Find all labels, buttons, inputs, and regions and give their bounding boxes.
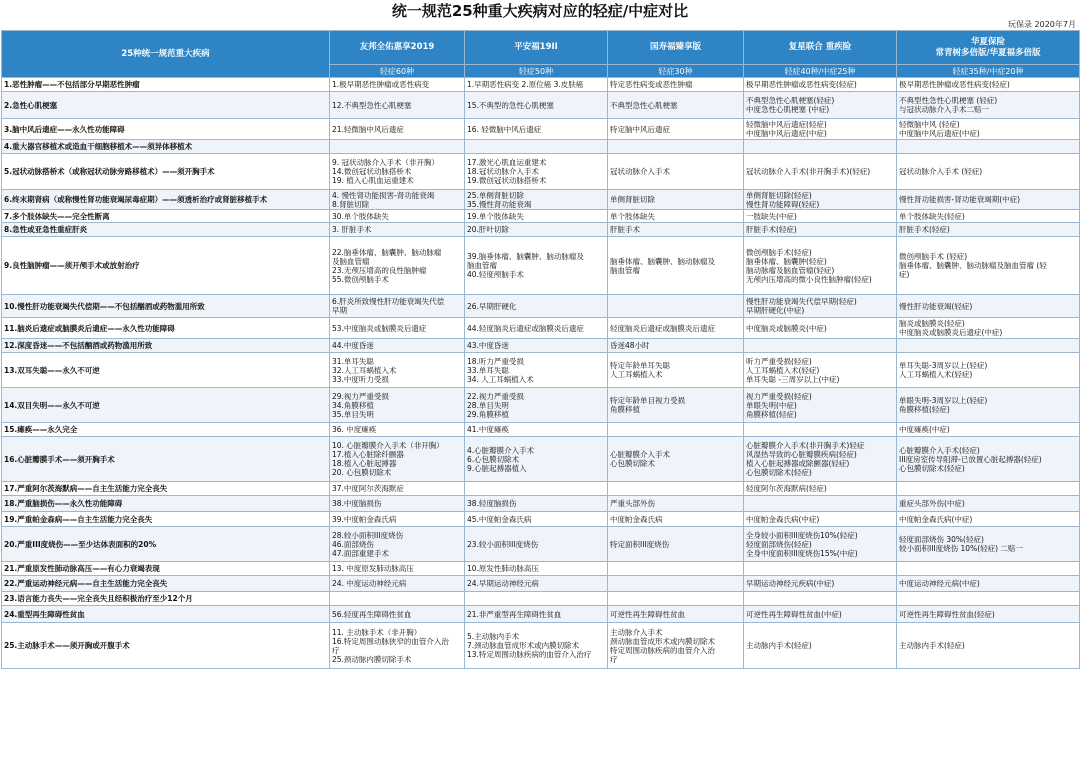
coverage-cell: 严重头部外伤 bbox=[608, 496, 744, 512]
coverage-cell: 轻微脑中风 (轻症) 中度脑中风后遗症(中症) bbox=[897, 119, 1080, 140]
header-row bbox=[2, 31, 1080, 65]
coverage-cell: 肝脏手术 bbox=[608, 223, 744, 237]
product-header: 复星联合 重疾险 bbox=[744, 31, 897, 65]
coverage-cell: 极早期恶性肿瘤或恶性病变(轻症) bbox=[897, 78, 1080, 92]
disease-name-cell: 17.严重阿尔茨海默病——自主生活能力完全丧失 bbox=[2, 482, 330, 496]
coverage-cell: 脑炎或脑膜炎(轻症) 中度脑炎或脑膜炎后遗症(中症) bbox=[897, 318, 1080, 339]
coverage-cell bbox=[608, 423, 744, 437]
disease-name-cell: 8.急性或亚急性重症肝炎 bbox=[2, 223, 330, 237]
coverage-cell: 昏迷48小时 bbox=[608, 339, 744, 353]
coverage-cell: 特定年龄单耳失聪 人工耳蜗植入术 bbox=[608, 353, 744, 388]
coverage-cell: 冠状动脉介入手术 bbox=[608, 154, 744, 190]
coverage-cell bbox=[744, 562, 897, 576]
coverage-cell: 44.中度昏迷 bbox=[330, 339, 465, 353]
table-row bbox=[2, 562, 1080, 576]
coverage-cell bbox=[744, 140, 897, 154]
coverage-cell: 1.早期恶性病变 2.原位癌 3.皮肤癌 bbox=[465, 78, 608, 92]
coverage-cell bbox=[608, 140, 744, 154]
table-row bbox=[2, 623, 1080, 669]
coverage-cell: 微创颅脑手术(轻症) 脑垂体瘤、脑囊肿(轻症) 脑动脉瘤及脑血管瘤(轻症) 无颅内压增高的微小良性脑肿瘤(轻症) bbox=[744, 237, 897, 295]
coverage-cell: 不典型急性心肌梗塞 bbox=[608, 92, 744, 119]
coverage-cell bbox=[465, 482, 608, 496]
coverage-cell: 一肢缺失(中症) bbox=[744, 210, 897, 223]
coverage-cell: 视力严重受损(轻症) 单眼失明(中症) 角膜移植(轻症) bbox=[744, 388, 897, 423]
coverage-cell: 轻度脑炎后遗症或脑膜炎后遗症 bbox=[608, 318, 744, 339]
disease-name-cell: 13.双耳失聪——永久不可逆 bbox=[2, 353, 330, 388]
disease-name-cell: 19.严重帕金森病——自主生活能力完全丧失 bbox=[2, 512, 330, 527]
coverage-cell: 心脏瓣膜介入手术(轻症) III度房室传导阻滞-已放置心脏起搏器(轻症) 心包膜切除术(轻症) bbox=[897, 437, 1080, 482]
coverage-cell bbox=[744, 592, 897, 606]
coverage-cell: 56.轻度再生障碍性贫血 bbox=[330, 606, 465, 623]
coverage-cell: 可逆性再生障碍性贫血(轻症) bbox=[897, 606, 1080, 623]
product-header: 平安福19II bbox=[465, 31, 608, 65]
coverage-cell: 主动脉介入手术 颈动脉血管成形术或内膜切除术 特定周围动脉疾病的血管介入治 疗 bbox=[608, 623, 744, 669]
table-row bbox=[2, 154, 1080, 190]
coverage-cell: 中度脑炎或脑膜炎(中症) bbox=[744, 318, 897, 339]
table-row bbox=[2, 119, 1080, 140]
coverage-cell: 全身较小面积III度烧伤10%(轻症) 轻度面部烧伤(轻症) 全身中度面积III度烧伤15%(中症) bbox=[744, 527, 897, 562]
coverage-cell: 37.中度阿尔茨海默症 bbox=[330, 482, 465, 496]
table-row bbox=[2, 496, 1080, 512]
table-row bbox=[2, 353, 1080, 388]
coverage-cell: 心脏瓣膜介入手术 心包膜切除术 bbox=[608, 437, 744, 482]
coverage-cell: 10.原发性肺动脉高压 bbox=[465, 562, 608, 576]
coverage-cell: 24.早期运动神经元病 bbox=[465, 576, 608, 592]
coverage-cell: 21.非严重型再生障碍性贫血 bbox=[465, 606, 608, 623]
table-row bbox=[2, 512, 1080, 527]
coverage-cell: 早期运动神经元疾病(中症) bbox=[744, 576, 897, 592]
table-row bbox=[2, 190, 1080, 210]
coverage-cell: 单眼失明-3周岁以上(轻症) 角膜移植(轻症) bbox=[897, 388, 1080, 423]
coverage-cell: 慢性肝功能衰竭(轻症) bbox=[897, 295, 1080, 318]
disease-name-cell: 6.终末期肾病（或称慢性肾功能衰竭尿毒症期）——须透析治疗或肾脏移植手术 bbox=[2, 190, 330, 210]
coverage-cell: 中度运动神经元病(中症) bbox=[897, 576, 1080, 592]
coverage-cell: 38.中度脑损伤 bbox=[330, 496, 465, 512]
product-mild-count: 轻症35种/中症20种 bbox=[897, 65, 1080, 78]
table-row bbox=[2, 140, 1080, 154]
table-row bbox=[2, 437, 1080, 482]
coverage-cell: 重症头部外伤(中症) bbox=[897, 496, 1080, 512]
coverage-cell: 22.视力严重受损 28.单目失明 29.角膜移植 bbox=[465, 388, 608, 423]
coverage-cell: 1.极早期恶性肿瘤或恶性病变 bbox=[330, 78, 465, 92]
table-row bbox=[2, 606, 1080, 623]
coverage-cell: 24. 中度运动神经元病 bbox=[330, 576, 465, 592]
table-row bbox=[2, 482, 1080, 496]
coverage-cell bbox=[897, 140, 1080, 154]
coverage-cell: 29.视力严重受损 34.角膜移植 35.单目失明 bbox=[330, 388, 465, 423]
coverage-cell: 中度帕金森氏病 bbox=[608, 512, 744, 527]
disease-name-cell: 1.恶性肿瘤——不包括部分早期恶性肿瘤 bbox=[2, 78, 330, 92]
disease-name-cell: 3.脑中风后遗症——永久性功能障碍 bbox=[2, 119, 330, 140]
disease-name-cell: 4.重大器官移植术或造血干细胞移植术——须异体移植术 bbox=[2, 140, 330, 154]
coverage-cell: 18.听力严重受损 33.单耳失聪 34. 人工耳蜗植入术 bbox=[465, 353, 608, 388]
table-row bbox=[2, 318, 1080, 339]
coverage-cell: 特定恶性病变或恶性肿瘤 bbox=[608, 78, 744, 92]
coverage-cell: 中度帕金森氏病(中症) bbox=[744, 512, 897, 527]
coverage-cell: 26.早期肝硬化 bbox=[465, 295, 608, 318]
coverage-cell: 不典型性急性心肌梗塞 (轻症) 与冠状动脉介入手术二赔一 bbox=[897, 92, 1080, 119]
coverage-cell: 冠状动脉介入手术 (轻症) bbox=[897, 154, 1080, 190]
coverage-cell: 不典型急性心肌梗塞(轻症) 中度急性心肌梗塞 (中症) bbox=[744, 92, 897, 119]
table-row bbox=[2, 295, 1080, 318]
disease-name-cell: 24.重型再生障碍性贫血 bbox=[2, 606, 330, 623]
coverage-cell: 可逆性再生障碍性贫血(中症) bbox=[744, 606, 897, 623]
coverage-cell: 38.轻度脑损伤 bbox=[465, 496, 608, 512]
coverage-cell: 单耳失聪-3周岁以上(轻症) 人工耳蜗植入术(轻症) bbox=[897, 353, 1080, 388]
coverage-cell: 21.轻微脑中风后遗症 bbox=[330, 119, 465, 140]
coverage-cell: 39.脑垂体瘤、脑囊肿、脑动脉瘤及 脑血管瘤 40.轻度颅脑手术 bbox=[465, 237, 608, 295]
coverage-cell: 中度帕金森氏病(中症) bbox=[897, 512, 1080, 527]
table-row bbox=[2, 527, 1080, 562]
coverage-cell: 特定年龄单目视力受损 角膜移植 bbox=[608, 388, 744, 423]
coverage-cell: 53.中度脑炎或脑膜炎后遗症 bbox=[330, 318, 465, 339]
coverage-cell: 轻度面部烧伤 30%(轻症) 较小面积III度烧伤 10%(轻症) 二赔一 bbox=[897, 527, 1080, 562]
product-header: 国寿福臻享版 bbox=[608, 31, 744, 65]
coverage-cell: 主动脉内手术(轻症) bbox=[744, 623, 897, 669]
coverage-cell: 25.单侧肾脏切除 35.慢性肾功能衰竭 bbox=[465, 190, 608, 210]
coverage-cell: 39.中度帕金森氏病 bbox=[330, 512, 465, 527]
coverage-cell bbox=[608, 576, 744, 592]
coverage-cell: 轻微脑中风后遗症(轻症) 中度脑中风后遗症(中症) bbox=[744, 119, 897, 140]
coverage-cell: 特定面积III度烧伤 bbox=[608, 527, 744, 562]
coverage-cell bbox=[897, 482, 1080, 496]
coverage-cell: 单侧肾脏切除 bbox=[608, 190, 744, 210]
disease-name-cell: 9.良性脑肿瘤——须开颅手术或放射治疗 bbox=[2, 237, 330, 295]
coverage-cell: 10. 心脏瓣膜介入手术（非开胸） 17.植入心脏除纤颤器 18.植入心脏起搏器 20. 心包膜切除术 bbox=[330, 437, 465, 482]
coverage-cell bbox=[608, 592, 744, 606]
coverage-cell: 12.不典型急性心肌梗塞 bbox=[330, 92, 465, 119]
coverage-cell bbox=[608, 562, 744, 576]
coverage-cell: 轻度阿尔茨海默病(轻症) bbox=[744, 482, 897, 496]
table-row bbox=[2, 78, 1080, 92]
disease-name-cell: 5.冠状动脉搭桥术（或称冠状动脉旁路移植术）——须开胸手术 bbox=[2, 154, 330, 190]
coverage-cell bbox=[744, 339, 897, 353]
coverage-cell bbox=[744, 423, 897, 437]
disease-name-cell: 23.语言能力丧失——完全丧失且经积极治疗至少12个月 bbox=[2, 592, 330, 606]
product-mild-count: 轻症50种 bbox=[465, 65, 608, 78]
coverage-cell: 41.中度瘫痪 bbox=[465, 423, 608, 437]
coverage-cell: 心脏瓣膜介入手术(非开胸手术)轻症 风湿热导致的心脏瓣膜疾病(轻症) 植入心脏起搏器或除颤器(轻症) 心包膜切除术(轻症) bbox=[744, 437, 897, 482]
table-row bbox=[2, 210, 1080, 223]
coverage-cell: 极早期恶性肿瘤或恶性病变(轻症) bbox=[744, 78, 897, 92]
disease-name-cell: 12.深度昏迷——不包括酗酒或药物滥用所致 bbox=[2, 339, 330, 353]
coverage-cell: 31.单耳失聪 32.人工耳蜗植入术 33.中度听力受损 bbox=[330, 353, 465, 388]
coverage-cell: 11. 主动脉手术（非开胸） 16.特定周围动脉狭窄的血管介入治 疗 25.颈动脉内膜切除手术 bbox=[330, 623, 465, 669]
coverage-cell: 单个肢体缺失(轻症) bbox=[897, 210, 1080, 223]
disease-name-cell: 20.严重III度烧伤——至少达体表面积的20% bbox=[2, 527, 330, 562]
disease-column-header: 25种统一规范重大疾病 bbox=[2, 31, 330, 78]
coverage-cell bbox=[897, 339, 1080, 353]
disease-name-cell: 10.慢性肝功能衰竭失代偿期——不包括酗酒或药物滥用所致 bbox=[2, 295, 330, 318]
coverage-cell: 脑垂体瘤、脑囊肿、脑动脉瘤及 脑血管瘤 bbox=[608, 237, 744, 295]
product-header: 友邦全佑惠享2019 bbox=[330, 31, 465, 65]
coverage-cell: 5.主动脉内手术 7.颈动脉血管成形术或内膜切除术 13.特定周围动脉疾病的血管介入治疗 bbox=[465, 623, 608, 669]
table-row bbox=[2, 92, 1080, 119]
coverage-cell: 6.肝炎所致慢性肝功能衰竭失代偿 早期 bbox=[330, 295, 465, 318]
coverage-cell bbox=[897, 562, 1080, 576]
coverage-cell: 4. 慢性肾功能损害-肾功能衰竭 8.肾脏切除 bbox=[330, 190, 465, 210]
coverage-cell: 中度瘫痪(中症) bbox=[897, 423, 1080, 437]
coverage-cell: 4.心脏瓣膜介入手术 6.心包膜切除术 9.心脏起搏器植入 bbox=[465, 437, 608, 482]
table-row bbox=[2, 223, 1080, 237]
table-row bbox=[2, 388, 1080, 423]
disease-name-cell: 2.急性心肌梗塞 bbox=[2, 92, 330, 119]
table-row bbox=[2, 576, 1080, 592]
coverage-cell: 可逆性再生障碍性贫血 bbox=[608, 606, 744, 623]
disease-name-cell: 21.严重原发性肺动脉高压——有心力衰竭表现 bbox=[2, 562, 330, 576]
coverage-cell bbox=[608, 295, 744, 318]
product-header: 华夏保险 常青树多倍版/华夏福多倍版 bbox=[897, 31, 1080, 65]
coverage-cell: 13. 中度原发肺动脉高压 bbox=[330, 562, 465, 576]
coverage-cell: 单个肢体缺失 bbox=[608, 210, 744, 223]
coverage-cell: 微创颅脑手术 (轻症) 脑垂体瘤、脑囊肿、脑动脉瘤及脑血管瘤 (轻 症) bbox=[897, 237, 1080, 295]
table-row bbox=[2, 339, 1080, 353]
coverage-cell: 30.单个肢体缺失 bbox=[330, 210, 465, 223]
coverage-cell: 36. 中度瘫痪 bbox=[330, 423, 465, 437]
coverage-cell bbox=[465, 592, 608, 606]
disease-name-cell: 14.双目失明——永久不可逆 bbox=[2, 388, 330, 423]
table-body bbox=[2, 78, 1080, 669]
page-title: 统一规范25种重大疾病对应的轻症/中症对比 bbox=[391, 2, 689, 20]
coverage-cell: 特定脑中风后遗症 bbox=[608, 119, 744, 140]
coverage-cell: 慢性肝功能衰竭失代偿早期(轻症) 早期肝硬化(中症) bbox=[744, 295, 897, 318]
coverage-cell: 19.单个肢体缺失 bbox=[465, 210, 608, 223]
coverage-cell: 28.较小面积III度烧伤 46.面部烧伤 47.面部重建手术 bbox=[330, 527, 465, 562]
coverage-cell: 主动脉内手术(轻症) bbox=[897, 623, 1080, 669]
coverage-cell: 听力严重受损(轻症) 人工耳蜗植入术(轻症) 单耳失聪 -三周岁以上(中症) bbox=[744, 353, 897, 388]
coverage-cell: 16. 轻微脑中风后遗症 bbox=[465, 119, 608, 140]
credit-note: 玩保录 2020年7月 bbox=[1008, 20, 1076, 29]
coverage-cell bbox=[330, 592, 465, 606]
coverage-cell: 3. 肝脏手术 bbox=[330, 223, 465, 237]
disease-name-cell: 22.严重运动神经元病——自主生活能力完全丧失 bbox=[2, 576, 330, 592]
disease-name-cell: 16.心脏瓣膜手术——须开胸手术 bbox=[2, 437, 330, 482]
coverage-cell bbox=[897, 592, 1080, 606]
coverage-cell: 17.激光心肌血运重建术 18.冠状动脉介入手术 19.微创冠状动脉搭桥术 bbox=[465, 154, 608, 190]
coverage-cell: 22.脑垂体瘤、脑囊肿、脑动脉瘤 及脑血管瘤 23.无颅压增高的良性脑肿瘤 55.微创颅脑手术 bbox=[330, 237, 465, 295]
disease-name-cell: 7.多个肢体缺失——完全性断离 bbox=[2, 210, 330, 223]
coverage-cell: 45.中度帕金森氏病 bbox=[465, 512, 608, 527]
disease-name-cell: 25.主动脉手术——须开胸或开腹手术 bbox=[2, 623, 330, 669]
product-mild-count: 轻症40种/中症25种 bbox=[744, 65, 897, 78]
disease-name-cell: 11.脑炎后遗症或脑膜炎后遗症——永久性功能障碍 bbox=[2, 318, 330, 339]
coverage-cell: 9. 冠状动脉介入手术（非开胸） 14.微创冠状动脉搭桥术 19. 植入心肌血运重建术 bbox=[330, 154, 465, 190]
coverage-cell: 23.较小面积III度烧伤 bbox=[465, 527, 608, 562]
coverage-cell: 15.不典型的急性心肌梗塞 bbox=[465, 92, 608, 119]
coverage-cell: 冠状动脉介入手术(非开胸手术)(轻症) bbox=[744, 154, 897, 190]
coverage-cell bbox=[330, 140, 465, 154]
coverage-cell bbox=[608, 482, 744, 496]
coverage-cell bbox=[744, 496, 897, 512]
coverage-cell bbox=[465, 140, 608, 154]
coverage-cell: 44.轻度脑炎后遗症或脑膜炎后遗症 bbox=[465, 318, 608, 339]
table-row bbox=[2, 237, 1080, 295]
coverage-cell: 肝脏手术(轻症) bbox=[897, 223, 1080, 237]
table-row bbox=[2, 423, 1080, 437]
disease-name-cell: 18.严重脑损伤——永久性功能障碍 bbox=[2, 496, 330, 512]
coverage-cell: 单侧肾脏切除(轻症) 慢性肾功能障碍(轻症) bbox=[744, 190, 897, 210]
product-mild-count: 轻症60种 bbox=[330, 65, 465, 78]
coverage-cell: 慢性肾功能损害-肾功能衰竭期(中症) bbox=[897, 190, 1080, 210]
coverage-cell: 43.中度昏迷 bbox=[465, 339, 608, 353]
coverage-cell: 20.肝叶切除 bbox=[465, 223, 608, 237]
coverage-cell: 肝脏手术(轻症) bbox=[744, 223, 897, 237]
product-mild-count: 轻症30种 bbox=[608, 65, 744, 78]
comparison-table bbox=[1, 30, 1080, 669]
table-row bbox=[2, 592, 1080, 606]
disease-name-cell: 15.瘫痪——永久完全 bbox=[2, 423, 330, 437]
